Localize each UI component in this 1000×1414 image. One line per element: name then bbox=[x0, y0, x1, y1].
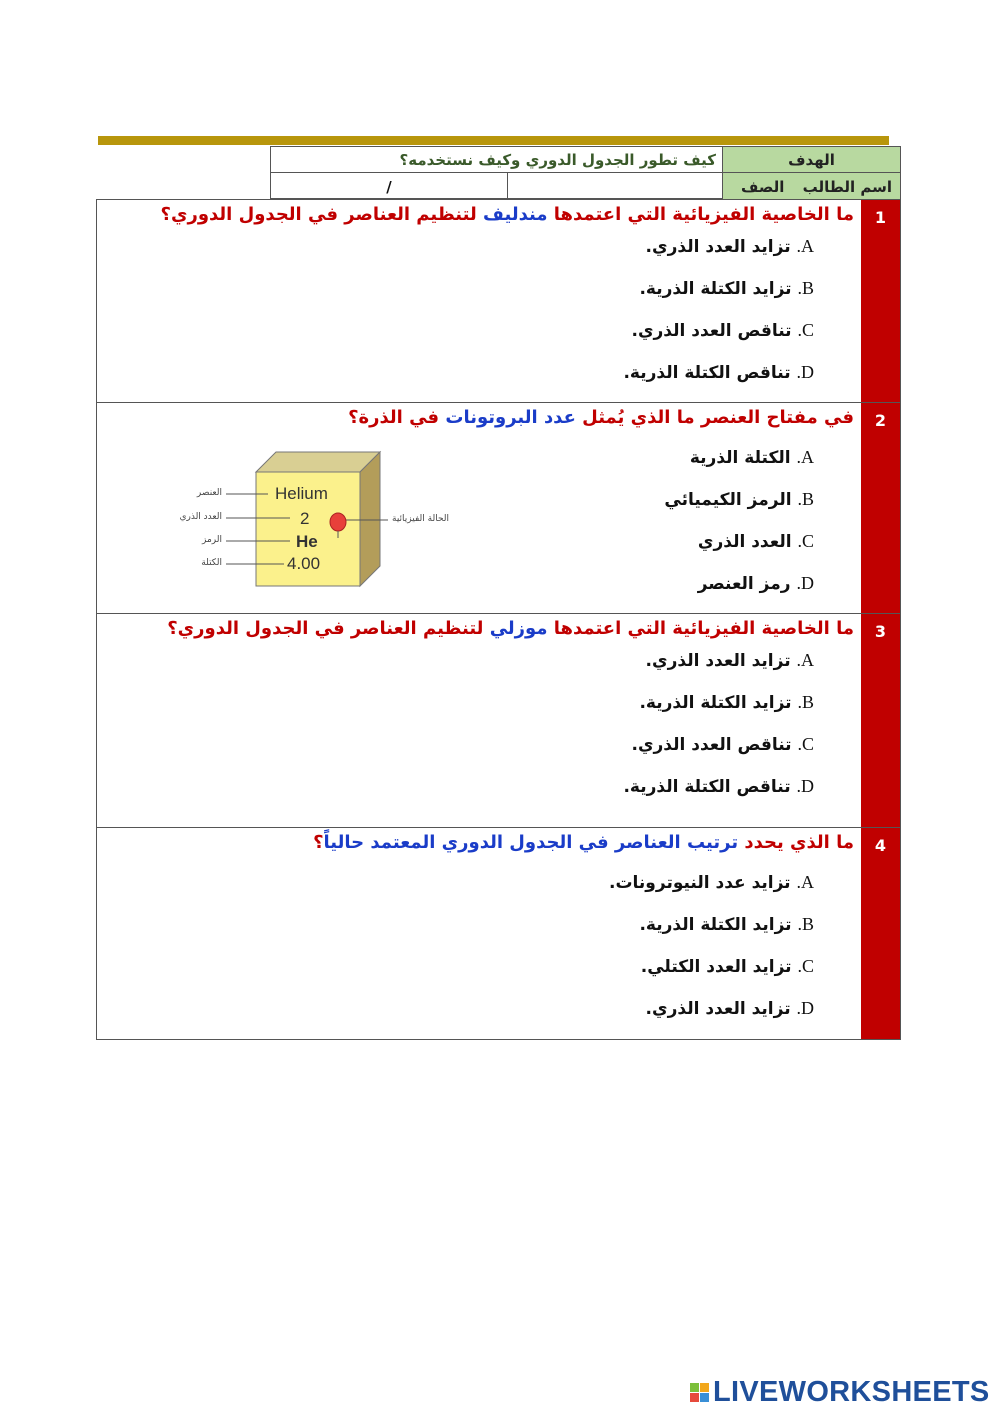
question-text-part: لتنظيم العناصر في الجدول الدوري؟ bbox=[167, 618, 490, 639]
option-c[interactable] bbox=[641, 956, 814, 977]
option-letter: D. bbox=[796, 573, 814, 593]
option-d[interactable] bbox=[623, 776, 814, 797]
option-c[interactable] bbox=[631, 320, 814, 341]
header-divider bbox=[98, 136, 889, 145]
goal-text: كيف تطور الجدول الدوري وكيف نستخدمه؟ bbox=[271, 147, 724, 173]
question-text bbox=[313, 832, 854, 853]
label-mass: الكتلة bbox=[201, 558, 222, 568]
option-text: الكتلة الذرية bbox=[689, 448, 791, 468]
option-text: تزايد الكتلة الذرية. bbox=[639, 693, 792, 713]
option-text: تزايد الكتلة الذرية. bbox=[639, 915, 792, 935]
label-element: العنصر bbox=[196, 488, 222, 498]
option-d[interactable] bbox=[698, 573, 814, 594]
option-text: رمز العنصر bbox=[697, 574, 791, 594]
question-text bbox=[161, 204, 854, 225]
question-highlight: ترتيب العناصر في الجدول الدوري المعتمد حالياً bbox=[323, 832, 739, 853]
class-label: الصف bbox=[741, 177, 785, 196]
option-a[interactable] bbox=[646, 236, 814, 257]
option-text: تزايد العدد الذري. bbox=[645, 651, 791, 671]
question-number: 4 bbox=[861, 828, 900, 1039]
option-d[interactable] bbox=[623, 362, 814, 383]
option-letter: A. bbox=[796, 447, 814, 467]
option-text: تزايد العدد الكتلي. bbox=[640, 957, 792, 977]
class-field[interactable]: / bbox=[386, 177, 392, 196]
option-letter: D. bbox=[796, 998, 814, 1018]
option-letter: D. bbox=[796, 362, 814, 382]
option-b[interactable] bbox=[639, 914, 814, 935]
box-top bbox=[256, 452, 380, 472]
option-c[interactable] bbox=[698, 531, 814, 552]
student-label: اسم الطالب bbox=[802, 177, 892, 196]
option-text: تناقص العدد الذري. bbox=[631, 735, 792, 755]
option-letter: C. bbox=[797, 320, 814, 340]
label-physical-state: الحالة الفيزيائية bbox=[392, 514, 449, 524]
question-text-part: ما الخاصية الفيزيائية التي اعتمدها bbox=[547, 618, 854, 639]
question-text-part: ؟ bbox=[313, 832, 324, 853]
option-text: تناقص الكتلة الذرية. bbox=[623, 777, 791, 797]
question-text bbox=[348, 407, 854, 428]
student-label-cell bbox=[722, 173, 900, 200]
option-letter: B. bbox=[797, 914, 814, 934]
option-text: تزايد الكتلة الذرية. bbox=[639, 279, 792, 299]
option-letter: C. bbox=[797, 734, 814, 754]
option-a[interactable] bbox=[609, 872, 814, 893]
goal-label: الهدف bbox=[722, 147, 900, 173]
question-text-part: ما الخاصية الفيزيائية التي اعتمدها bbox=[547, 204, 854, 225]
question-text bbox=[167, 618, 854, 639]
option-text: تزايد العدد الذري. bbox=[645, 237, 791, 257]
box-side bbox=[360, 452, 380, 586]
question-text-part: في الذرة؟ bbox=[348, 407, 446, 428]
label-symbol: الرمز bbox=[202, 535, 222, 545]
logo-grid-icon bbox=[690, 1383, 709, 1402]
element-symbol: He bbox=[296, 532, 318, 551]
option-letter: A. bbox=[796, 872, 814, 892]
option-text: تناقص العدد الذري. bbox=[631, 321, 792, 341]
question-4 bbox=[96, 827, 901, 1040]
brand-text: LIVEWORKSHEETS bbox=[713, 1376, 990, 1408]
option-letter: B. bbox=[797, 278, 814, 298]
option-letter: C. bbox=[797, 531, 814, 551]
element-name: Helium bbox=[275, 484, 328, 503]
option-b[interactable] bbox=[639, 692, 814, 713]
question-highlight: عدد البروتونات bbox=[445, 407, 576, 428]
option-b[interactable] bbox=[639, 278, 814, 299]
option-c[interactable] bbox=[631, 734, 814, 755]
option-letter: B. bbox=[797, 489, 814, 509]
question-highlight: موزلي bbox=[489, 618, 548, 639]
option-a[interactable] bbox=[646, 650, 814, 671]
option-d[interactable] bbox=[646, 998, 814, 1019]
option-text: تزايد عدد النيوترونات. bbox=[609, 873, 791, 893]
question-text-part: لتنظيم العناصر في الجدول الدوري؟ bbox=[160, 204, 484, 225]
liveworksheets-logo bbox=[690, 1376, 990, 1409]
student-name-field[interactable] bbox=[507, 173, 724, 200]
option-letter: B. bbox=[797, 692, 814, 712]
option-text: تزايد العدد الذري. bbox=[645, 999, 791, 1019]
option-letter: C. bbox=[797, 956, 814, 976]
option-text: تناقص الكتلة الذرية. bbox=[623, 363, 791, 383]
element-mass: 4.00 bbox=[287, 554, 321, 573]
element-key-figure bbox=[150, 448, 480, 598]
balloon-icon bbox=[330, 513, 346, 531]
question-1 bbox=[96, 199, 901, 403]
option-text: الرمز الكيميائي bbox=[664, 490, 792, 510]
question-number: 2 bbox=[861, 403, 900, 613]
option-letter: D. bbox=[796, 776, 814, 796]
question-text-part: في مفتاح العنصر ما الذي يُمثل bbox=[575, 407, 854, 428]
question-3 bbox=[96, 613, 901, 828]
worksheet-header bbox=[270, 146, 901, 199]
option-letter: A. bbox=[796, 236, 814, 256]
option-text: العدد الذري bbox=[697, 532, 792, 552]
option-b[interactable] bbox=[664, 489, 814, 510]
option-letter: A. bbox=[796, 650, 814, 670]
element-number: 2 bbox=[300, 509, 310, 528]
question-number: 1 bbox=[861, 200, 900, 402]
option-a[interactable] bbox=[690, 447, 814, 468]
question-number: 3 bbox=[861, 614, 900, 827]
question-text-part: ما الذي يحدد bbox=[738, 832, 854, 853]
label-atomic-number: العدد الذري bbox=[179, 512, 222, 522]
question-highlight: مندليف bbox=[483, 204, 548, 225]
